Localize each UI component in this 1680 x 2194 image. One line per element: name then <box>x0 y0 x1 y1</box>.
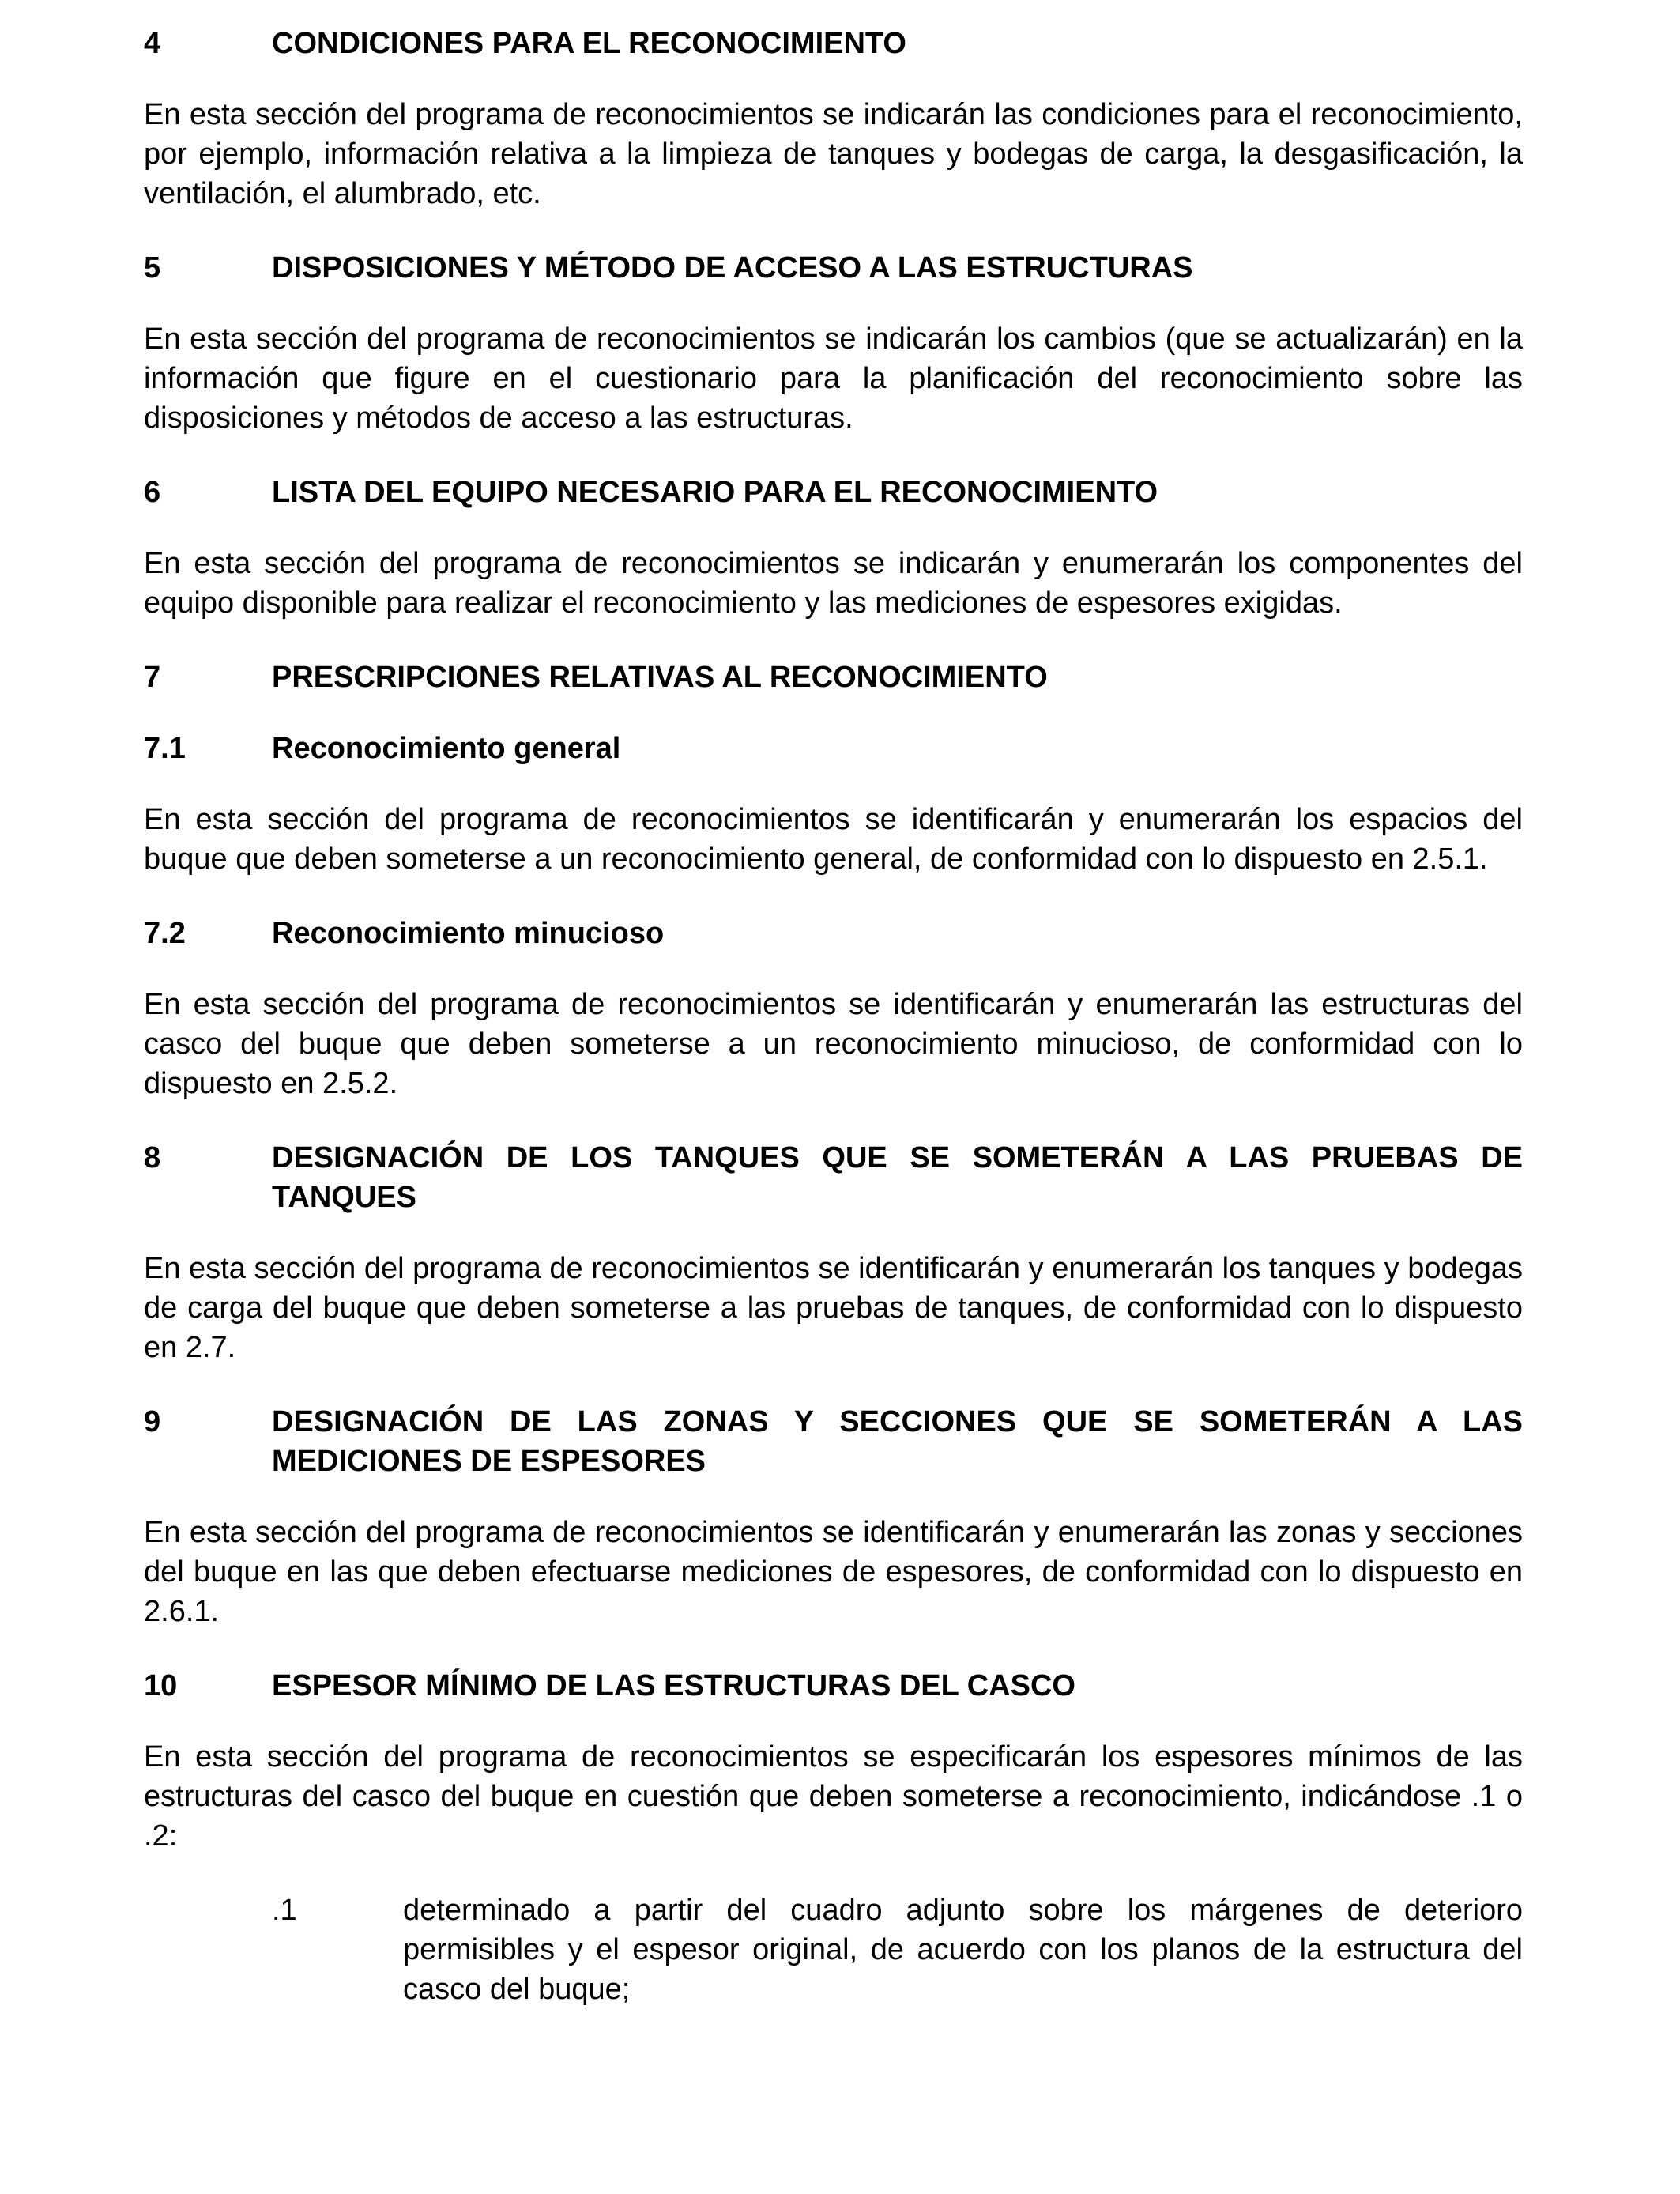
section-number: 8 <box>144 1141 161 1174</box>
section-10 <box>144 1666 1523 2009</box>
section-title: PRESCRIPCIONES RELATIVAS AL RECONOCIMIENTO <box>272 661 1048 694</box>
section-paragraph: En esta sección del programa de reconocimientos se indicarán las condiciones para el reconocimiento, por ejemplo, información relativa a la limpieza de tanques y bodegas de carga, la desgasificación, la ventilación, el alumbrado, etc. <box>144 98 1523 210</box>
section-title: DESIGNACIÓN DE LOS TANQUES QUE SE SOMETERÁN A LAS PRUEBAS DE TANQUES <box>272 1141 1523 1214</box>
section-heading <box>144 248 1523 288</box>
subsection-title: Reconocimiento general <box>272 732 621 765</box>
section-7-2 <box>144 914 1523 1103</box>
list-item <box>144 1891 1523 2009</box>
section-number: 7 <box>144 661 161 694</box>
section-number: 4 <box>144 27 161 60</box>
section-paragraph: En esta sección del programa de reconocimientos se indicarán los cambios (que se actualizarán) en la información que figure en el cuestionario para la planificación del reconocimiento sobre las disposiciones y métodos de acceso a las estructuras. <box>144 322 1523 435</box>
section-6 <box>144 473 1523 623</box>
section-number: 6 <box>144 476 161 509</box>
subsection-number: 7.2 <box>144 917 186 950</box>
section-title: LISTA DEL EQUIPO NECESARIO PARA EL RECONOCIMIENTO <box>272 476 1158 509</box>
subsection-number: 7.1 <box>144 732 186 765</box>
section-title: ESPESOR MÍNIMO DE LAS ESTRUCTURAS DEL CASCO <box>272 1669 1075 1702</box>
section-heading <box>144 1138 1523 1217</box>
section-heading <box>144 24 1523 63</box>
section-paragraph: En esta sección del programa de reconocimientos se indicarán y enumerarán los componentes del equipo disponible para realizar el reconocimiento y las mediciones de espesores exigidas. <box>144 547 1523 620</box>
document-page <box>144 24 1523 2009</box>
section-heading <box>144 658 1523 697</box>
section-heading <box>144 473 1523 512</box>
section-8 <box>144 1138 1523 1367</box>
section-5 <box>144 248 1523 438</box>
section-title: DESIGNACIÓN DE LAS ZONAS Y SECCIONES QUE SE SOMETERÁN A LAS MEDICIONES DE ESPESORES <box>272 1405 1523 1478</box>
list-text: determinado a partir del cuadro adjunto sobre los márgenes de deterioro permisibles y el espesor original, de acuerdo con los planos de la estructura del casco del buque; <box>403 1894 1523 2006</box>
section-paragraph: En esta sección del programa de reconocimientos se identificarán y enumerarán las estructuras del casco del buque que deben someterse a un reconocimiento minucioso, de conformidad con lo dispuesto en 2.5.2. <box>144 988 1523 1100</box>
section-number: 5 <box>144 251 161 285</box>
section-paragraph: En esta sección del programa de reconocimientos se identificarán y enumerarán las zonas y secciones del buque en las que deben efectuarse mediciones de espesores, de conformidad con lo dispuesto en 2.6.1. <box>144 1516 1523 1628</box>
section-heading <box>144 1666 1523 1706</box>
section-paragraph: En esta sección del programa de reconocimientos se identificarán y enumerarán los tanques y bodegas de carga del buque que deben someterse a las pruebas de tanques, de conformidad con lo dispuesto en 2.7. <box>144 1252 1523 1364</box>
list-marker: .1 <box>272 1894 297 1927</box>
section-9 <box>144 1402 1523 1631</box>
subsection-heading <box>144 914 1523 953</box>
section-title: DISPOSICIONES Y MÉTODO DE ACCESO A LAS ESTRUCTURAS <box>272 251 1193 285</box>
section-paragraph: En esta sección del programa de reconocimientos se especificarán los espesores mínimos de las estructuras del casco del buque en cuestión que deben someterse a reconocimiento, indicándose .1 o .2: <box>144 1740 1523 1853</box>
subsection-heading <box>144 729 1523 768</box>
section-paragraph: En esta sección del programa de reconocimientos se identificarán y enumerarán los espacios del buque que deben someterse a un reconocimiento general, de conformidad con lo dispuesto en 2.5.1. <box>144 803 1523 876</box>
subsection-title: Reconocimiento minucioso <box>272 917 665 950</box>
section-7 <box>144 658 1523 697</box>
section-title: CONDICIONES PARA EL RECONOCIMIENTO <box>272 27 906 60</box>
section-number: 10 <box>144 1669 178 1702</box>
section-7-1 <box>144 729 1523 879</box>
section-heading <box>144 1402 1523 1481</box>
section-number: 9 <box>144 1405 161 1438</box>
section-4 <box>144 24 1523 213</box>
